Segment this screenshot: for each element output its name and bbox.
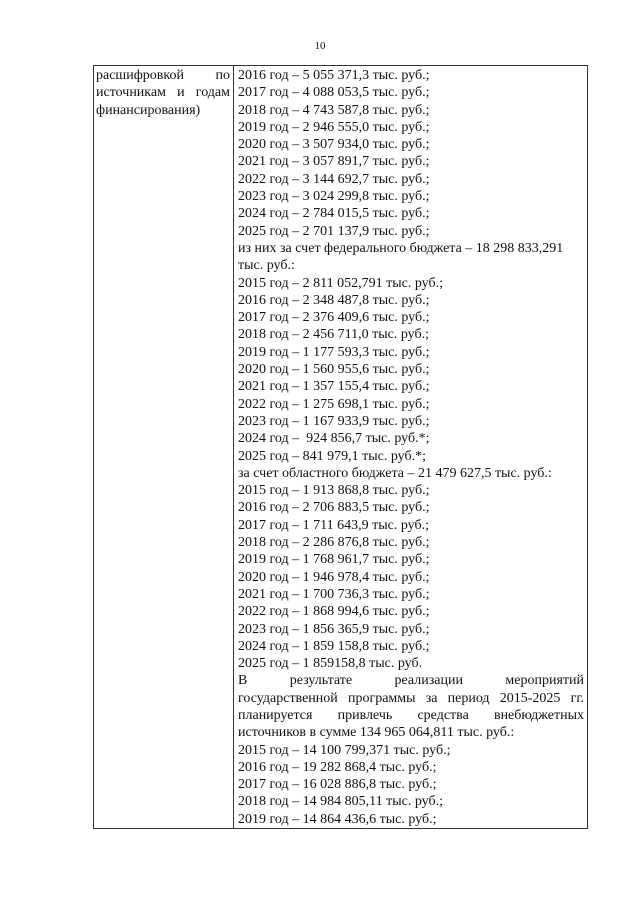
federal-line-2019: 2019 год – 1 177 593,3 тыс. руб.; <box>238 344 430 360</box>
federal-line-2018: 2018 год – 2 456 711,0 тыс. руб.; <box>238 327 429 343</box>
federal-budget-section <box>238 240 584 465</box>
federal-line-2015: 2015 год – 2 811 052,791 тыс. руб.; <box>238 275 443 291</box>
federal-line-2020: 2020 год – 1 560 955,6 тыс. руб.; <box>238 362 430 378</box>
total-line-2023: 2023 год – 3 024 299,8 тыс. руб.; <box>238 189 430 205</box>
regional-budget-section <box>238 465 584 673</box>
regional-line-2018: 2018 год – 2 286 876,8 тыс. руб.; <box>238 535 430 551</box>
total-line-2016: 2016 год – 5 055 371,3 тыс. руб.; <box>238 68 430 83</box>
extra-line-2018: 2018 год – 14 984 805,11 тыс. руб.; <box>238 794 443 810</box>
regional-line-2016: 2016 год – 2 706 883,5 тыс. руб.; <box>238 500 430 516</box>
total-line-2021: 2021 год – 3 057 891,7 тыс. руб.; <box>238 154 430 170</box>
extra-line-2015: 2015 год – 14 100 799,371 тыс. руб.; <box>238 742 451 758</box>
extra-line-2017: 2017 год – 16 028 886,8 тыс. руб.; <box>238 777 437 793</box>
federal-line-2025: 2025 год – 841 979,1 тыс. руб.*; <box>238 448 426 464</box>
total-line-2024: 2024 год – 2 784 015,5 тыс. руб.; <box>238 206 430 222</box>
total-funding-list <box>238 67 584 240</box>
total-line-2022: 2022 год – 3 144 692,7 тыс. руб.; <box>238 171 430 187</box>
federal-line-2024: 2024 год – 924 856,7 тыс. руб.*; <box>238 431 430 447</box>
extra-line-2019: 2019 год – 14 864 436,6 тыс. руб.; <box>238 811 437 827</box>
federal-line-2016: 2016 год – 2 348 487,8 тыс. руб.; <box>238 292 430 308</box>
regional-line-2021: 2021 год – 1 700 736,3 тыс. руб.; <box>238 586 430 602</box>
federal-line-2022: 2022 год – 1 275 698,1 тыс. руб.; <box>238 396 430 412</box>
total-line-2017: 2017 год – 4 088 053,5 тыс. руб.; <box>238 85 430 101</box>
extra-budget-paragraph-line: государственной программы за период 2015-2025 гг. <box>238 690 584 706</box>
extra-budget-paragraph-line: планируется привлечь средства внебюджетных <box>238 707 584 723</box>
regional-line-2020: 2020 год – 1 946 978,4 тыс. руб.; <box>238 569 430 585</box>
extra-line-2016: 2016 год – 19 282 868,4 тыс. руб.; <box>238 759 437 775</box>
total-line-2018: 2018 год – 4 743 587,8 тыс. руб.; <box>238 102 430 118</box>
extra-budget-section <box>238 672 584 828</box>
regional-line-2019: 2019 год – 1 768 961,7 тыс. руб.; <box>238 552 430 568</box>
regional-line-2025: 2025 год – 1 859158,8 тыс. руб. <box>238 656 423 672</box>
regional-line-2017: 2017 год – 1 711 643,9 тыс. руб.; <box>238 517 429 533</box>
funding-table <box>93 65 588 829</box>
federal-line-2017: 2017 год – 2 376 409,6 тыс. руб.; <box>238 310 430 326</box>
regional-line-2024: 2024 год – 1 859 158,8 тыс. руб.; <box>238 638 430 654</box>
regional-line-2022: 2022 год – 1 868 994,6 тыс. руб.; <box>238 604 430 620</box>
regional-line-2015: 2015 год – 1 913 868,8 тыс. руб.; <box>238 483 430 499</box>
page-number: 10 <box>314 40 326 52</box>
extra-budget-paragraph-line: В результате реализации мероприятий <box>238 673 584 689</box>
extra-budget-paragraph-last: источников в сумме 134 965 064,811 тыс. руб.: <box>238 725 515 741</box>
federal-budget-heading: из них за счет федерального бюджета – 18 298 833,291 тыс. руб.: <box>238 240 564 274</box>
total-line-2020: 2020 год – 3 507 934,0 тыс. руб.; <box>238 137 430 153</box>
total-line-2025: 2025 год – 2 701 137,9 тыс. руб.; <box>238 223 430 239</box>
regional-line-2023: 2023 год – 1 856 365,9 тыс. руб.; <box>238 621 430 637</box>
left-column-text: расшифровкой по источникам и годам финансирования) <box>96 68 230 118</box>
table-left-column <box>94 66 234 828</box>
table-right-column <box>234 66 587 828</box>
federal-line-2021: 2021 год – 1 357 155,4 тыс. руб.; <box>238 379 430 395</box>
federal-line-2023: 2023 год – 1 167 933,9 тыс. руб.; <box>238 413 430 429</box>
total-line-2019: 2019 год – 2 946 555,0 тыс. руб.; <box>238 119 430 135</box>
regional-budget-heading: за счет областного бюджета – 21 479 627,5 тыс. руб.: <box>238 465 552 481</box>
